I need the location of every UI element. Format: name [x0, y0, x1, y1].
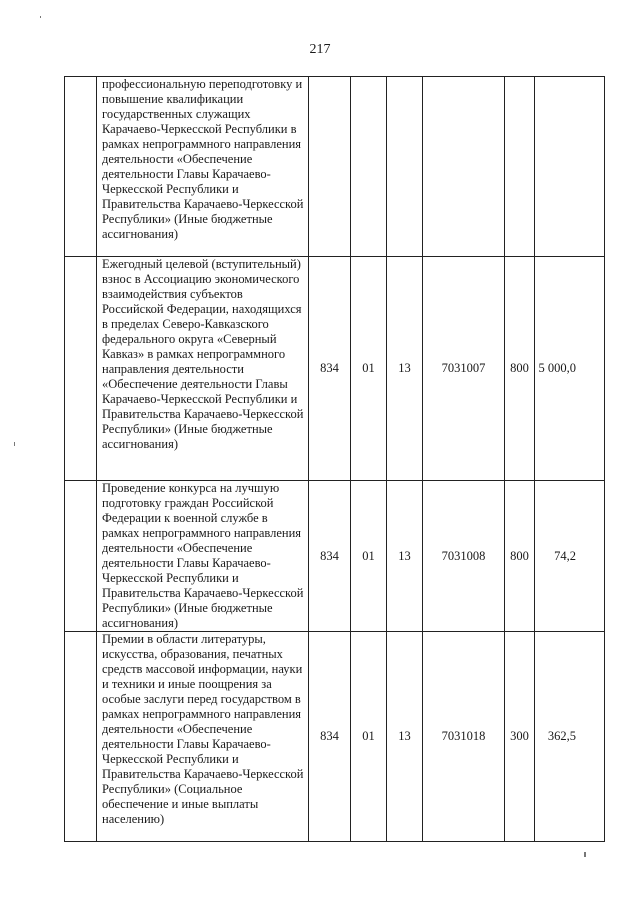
ministry-code-cell [309, 77, 351, 257]
row-number-cell [65, 481, 97, 632]
row-number-cell [65, 77, 97, 257]
scan-speck [14, 442, 15, 446]
subsection-code-cell: 13 [387, 632, 423, 842]
expense-type-cell: 800 [505, 481, 535, 632]
description-cell: Премии в области литературы, искусства, образования, печатных средств массовой информации, науки и техники и иные поощрения за особые заслуги перед государством в рамках непрограммного направления деятельности «Обеспечение деятельности Главы Карачаево-Черкесской Республики и Правительства Карачаево-Черкесской Республики» (Социальное обеспечение и иные выплаты населению) [97, 632, 309, 842]
section-code-cell: 01 [351, 481, 387, 632]
budget-table [64, 76, 605, 842]
subsection-code-cell: 13 [387, 481, 423, 632]
subsection-code-cell [387, 77, 423, 257]
page-number: 217 [309, 42, 331, 57]
row-number-cell [65, 257, 97, 481]
table-row [65, 632, 605, 842]
description-cell: Ежегодный целевой (вступительный) взнос в Ассоциацию экономического взаимодействия субъектов Российской Федерации, находящихся в пределах Северо-Кавказского федерального округа «Северный Кавказ» в рамках непрограммного направления деятельности «Обеспечение деятельности Главы Карачаево-Черкесской Республики и Правительства Карачаево-Черкесской Республики» (Иные бюджетные ассигнования) [97, 257, 309, 481]
section-code-cell: 01 [351, 257, 387, 481]
target-article-cell: 7031007 [423, 257, 505, 481]
target-article-cell: 7031018 [423, 632, 505, 842]
amount-cell: 362,5 [535, 632, 605, 842]
description-cell: Проведение конкурса на лучшую подготовку граждан Российской Федерации к военной службе в рамках непрограммного направления деятельности «Обеспечение деятельности Главы Карачаево-Черкесской Республики и Правительства Карачаево-Черкесской Республики» (Иные бюджетные ассигнования) [97, 481, 309, 632]
row-number-cell [65, 632, 97, 842]
subsection-code-cell: 13 [387, 257, 423, 481]
table-row [65, 481, 605, 632]
ministry-code-cell: 834 [309, 632, 351, 842]
amount-cell [535, 77, 605, 257]
section-code-cell [351, 77, 387, 257]
table-row [65, 257, 605, 481]
expense-type-cell: 800 [505, 257, 535, 481]
table-row [65, 77, 605, 257]
scan-speck [584, 852, 586, 857]
amount-cell: 74,2 [535, 481, 605, 632]
expense-type-cell [505, 77, 535, 257]
section-code-cell: 01 [351, 632, 387, 842]
scan-speck [40, 16, 41, 18]
target-article-cell [423, 77, 505, 257]
description-cell: профессиональную переподготовку и повышение квалификации государственных служащих Карачаево-Черкесской Республики в рамках непрограммного направления деятельности «Обеспечение деятельности Главы Карачаево-Черкесской Республики и Правительства Карачаево-Черкесской Республики» (Иные бюджетные ассигнования) [97, 77, 309, 257]
amount-cell: 5 000,0 [535, 257, 605, 481]
target-article-cell: 7031008 [423, 481, 505, 632]
expense-type-cell: 300 [505, 632, 535, 842]
ministry-code-cell: 834 [309, 481, 351, 632]
ministry-code-cell: 834 [309, 257, 351, 481]
